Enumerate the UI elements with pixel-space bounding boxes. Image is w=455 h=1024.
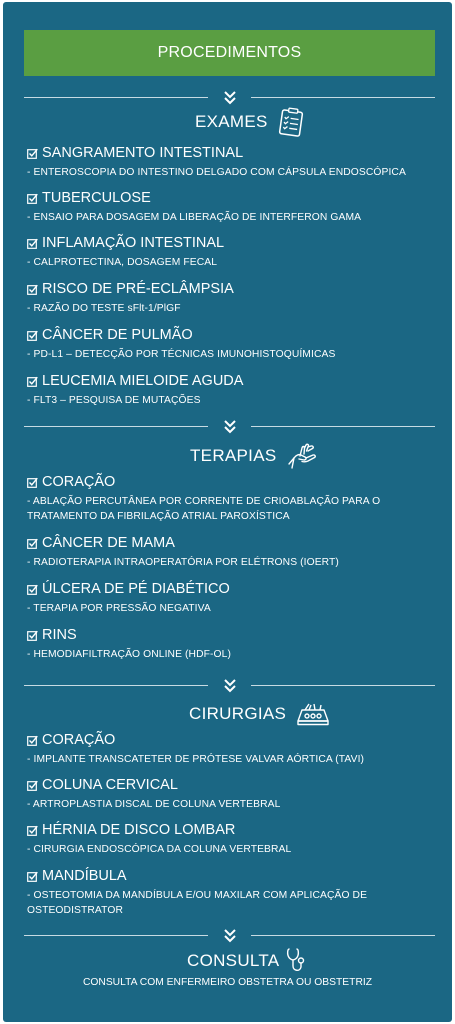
surgery-tools-icon bbox=[296, 701, 330, 727]
item-title: SANGRAMENTO INTESTINAL bbox=[42, 145, 244, 161]
item-desc: - FLT3 – PESQUISA DE MUTAÇÕES bbox=[27, 395, 201, 406]
item-title: RINS bbox=[42, 627, 77, 643]
checkbox-icon bbox=[27, 780, 38, 791]
list-item bbox=[27, 144, 427, 180]
item-title: CORAÇÃO bbox=[42, 474, 116, 490]
list-item bbox=[27, 234, 427, 270]
item-title: LEUCEMIA MIELOIDE AGUDA bbox=[42, 373, 244, 389]
double-chevron-down-icon bbox=[222, 91, 238, 105]
item-desc: - PD-L1 – DETECÇÃO POR TÉCNICAS IMUNOHISTOQUÍMICAS bbox=[27, 349, 336, 360]
item-desc: - ENTEROSCOPIA DO INTESTINO DELGADO COM CÁPSULA ENDOSCÓPICA bbox=[27, 167, 406, 178]
double-chevron-down-icon bbox=[222, 420, 238, 434]
section-cirurgias bbox=[189, 698, 330, 730]
item-desc: - RAZÃO DO TESTE sFlt-1/PlGF bbox=[27, 303, 181, 314]
checkbox-icon bbox=[27, 584, 38, 595]
item-desc: - CALPROTECTINA, DOSAGEM FECAL bbox=[27, 257, 218, 268]
item-desc: - IMPLANTE TRANSCATETER DE PRÓTESE VALVAR AÓRTICA (TAVI) bbox=[27, 754, 365, 765]
checkbox-icon bbox=[27, 376, 38, 387]
double-chevron-down-icon bbox=[222, 929, 238, 943]
section-divider bbox=[24, 679, 435, 693]
checkbox-icon bbox=[27, 193, 38, 204]
section-title-exames: EXAMES bbox=[195, 112, 268, 131]
checkbox-icon bbox=[27, 477, 38, 488]
section-consulta bbox=[187, 946, 307, 976]
item-title: MANDÍBULA bbox=[42, 868, 127, 884]
item-desc: - TERAPIA POR PRESSÃO NEGATIVA bbox=[27, 603, 211, 614]
section-title-cirurgias: CIRURGIAS bbox=[189, 704, 287, 723]
item-title: RISCO DE PRÉ-ECLÂMPSIA bbox=[42, 281, 234, 297]
list-item bbox=[27, 280, 427, 316]
checkbox-icon bbox=[27, 284, 38, 295]
list-item bbox=[27, 821, 427, 857]
item-title: CÂNCER DE PULMÃO bbox=[42, 327, 193, 343]
procedures-card bbox=[3, 2, 452, 1022]
list-item bbox=[27, 189, 427, 225]
list-item bbox=[27, 326, 427, 362]
item-title: TUBERCULOSE bbox=[42, 190, 151, 206]
checkbox-icon bbox=[27, 871, 38, 882]
item-title: HÉRNIA DE DISCO LOMBAR bbox=[42, 822, 236, 838]
checkbox-icon bbox=[27, 825, 38, 836]
item-title: ÚLCERA DE PÉ DIABÉTICO bbox=[42, 581, 230, 597]
checkbox-icon bbox=[27, 538, 38, 549]
list-item bbox=[27, 473, 427, 524]
list-item bbox=[27, 580, 427, 616]
hands-icon bbox=[286, 442, 318, 470]
section-divider bbox=[24, 420, 435, 434]
page-title: PROCEDIMENTOS bbox=[24, 30, 435, 76]
stethoscope-icon bbox=[285, 947, 307, 975]
checkbox-icon bbox=[27, 735, 38, 746]
item-title: CÂNCER DE MAMA bbox=[42, 535, 175, 551]
section-divider bbox=[24, 91, 435, 105]
item-desc: - ABLAÇÃO PERCUTÂNEA POR CORRENTE DE CRIOABLAÇÃO PARA O TRATAMENTO DA FIBRILAÇÃO ATRIAL PAROXÍSTICA bbox=[27, 496, 381, 522]
clipboard-checklist-icon bbox=[278, 107, 304, 137]
item-title: COLUNA CERVICAL bbox=[42, 777, 178, 793]
list-item bbox=[27, 372, 427, 408]
section-divider bbox=[24, 929, 435, 943]
section-title-terapias: TERAPIAS bbox=[190, 446, 277, 465]
list-item bbox=[27, 731, 427, 767]
consulta-desc: CONSULTA COM ENFERMEIRO OBSTETRA OU OBSTETRIZ bbox=[82, 977, 373, 988]
item-desc: - CIRURGIA ENDOSCÓPICA DA COLUNA VERTEBRAL bbox=[27, 844, 292, 855]
double-chevron-down-icon bbox=[222, 679, 238, 693]
list-item bbox=[27, 534, 427, 570]
section-exames bbox=[195, 106, 304, 138]
item-desc: - ARTROPLASTIA DISCAL DE COLUNA VERTEBRAL bbox=[27, 799, 281, 810]
item-desc: - RADIOTERAPIA INTRAOPERATÓRIA POR ELÉTRONS (IOERT) bbox=[27, 557, 339, 568]
checkbox-icon bbox=[27, 630, 38, 641]
section-title-consulta: CONSULTA bbox=[187, 951, 280, 970]
item-title: CORAÇÃO bbox=[42, 732, 116, 748]
item-desc: - OSTEOTOMIA DA MANDÍBULA E/OU MAXILAR COM APLICAÇÃO DE OSTEODISTRATOR bbox=[27, 890, 368, 916]
list-item bbox=[27, 867, 427, 918]
section-terapias bbox=[190, 440, 318, 472]
checkbox-icon bbox=[27, 148, 38, 159]
list-item bbox=[27, 626, 427, 662]
list-item bbox=[27, 776, 427, 812]
item-desc: - HEMODIAFILTRAÇÃO ONLINE (HDF-OL) bbox=[27, 649, 232, 660]
checkbox-icon bbox=[27, 238, 38, 249]
checkbox-icon bbox=[27, 330, 38, 341]
item-desc: - ENSAIO PARA DOSAGEM DA LIBERAÇÃO DE INTERFERON GAMA bbox=[27, 212, 362, 223]
item-title: INFLAMAÇÃO INTESTINAL bbox=[42, 235, 225, 251]
